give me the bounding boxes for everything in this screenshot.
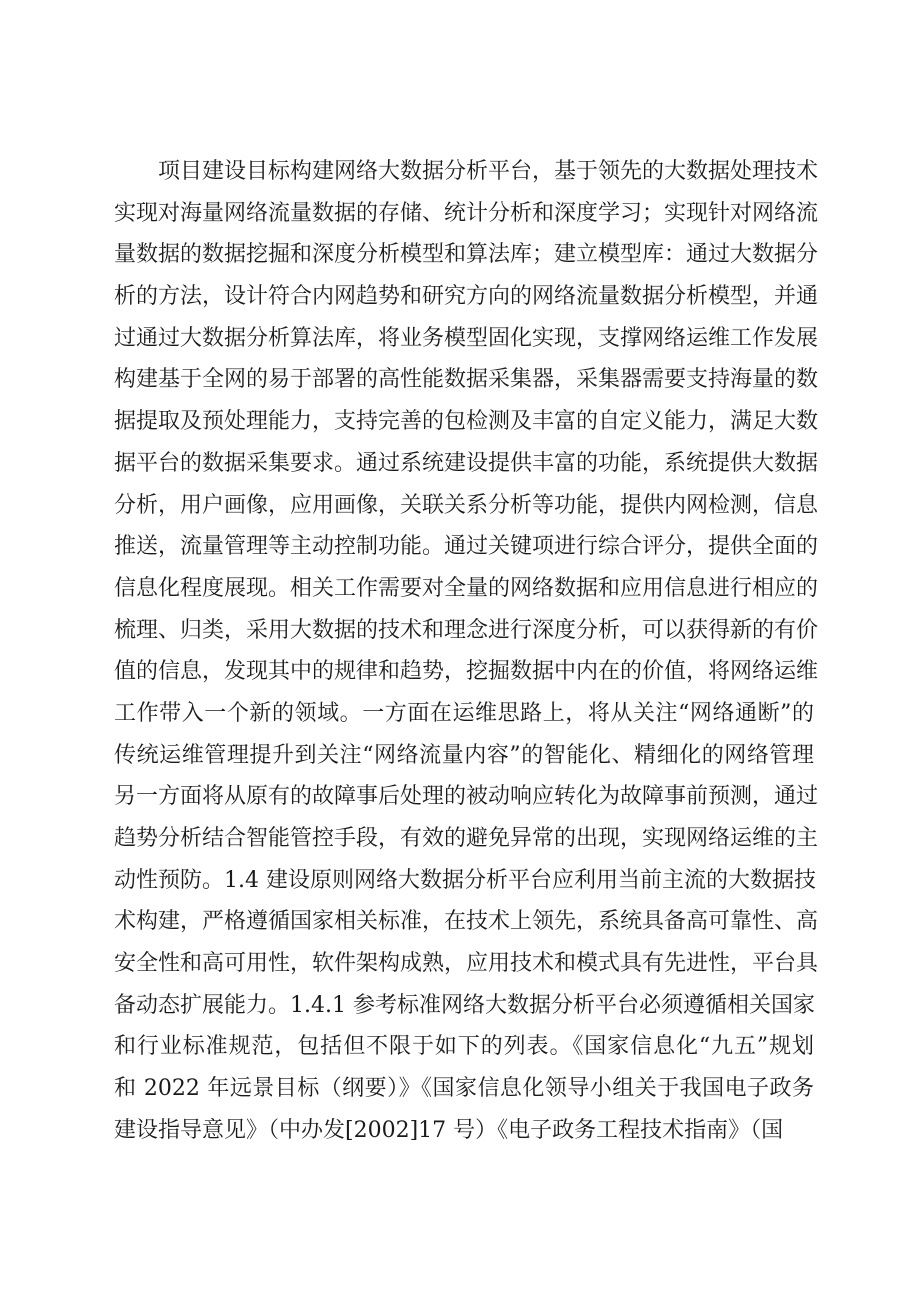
text-line: 构建基于全网的易于部署的高性能数据采集器，采集器需要支持海量的数 [114, 367, 819, 393]
text-line: 过通过大数据分析算法库，将业务模型固化实现，支撑网络运维工作发展 [114, 325, 819, 351]
text-line: 项目建设目标构建网络大数据分析平台，基于领先的大数据处理技术 [158, 159, 819, 184]
text-line: 另一方面将从原有的故障事后处理的被动响应转化为故障事前预测，通过 [114, 784, 819, 810]
text-line: 据提取及预处理能力，支持完善的包检测及丰富的自定义能力，满足大数 [114, 409, 819, 435]
text-line: 传统运维管理提升到关注“网络流量内容”的智能化、精细化的网络管理 [114, 742, 814, 768]
text-line: 量数据的数据挖掘和深度分析模型和算法库；建立模型库：通过大数据分 [114, 242, 819, 268]
text-line: 和行业标准规范，包括但不限于如下的列表。《国家信息化“九五”规划 [114, 1034, 814, 1060]
text-line: 信息化程度展现。相关工作需要对全量的网络数据和应用信息进行相应的 [114, 575, 819, 601]
text-line: 梳理、归类，采用大数据的技术和理念进行深度分析，可以获得新的有价 [114, 617, 819, 643]
text-line: 安全性和高可用性，软件架构成熟，应用技术和模式具有先进性，平台具 [114, 951, 819, 977]
text-line: 建设指导意见》（中办发[2002]17 号）《电子政务工程技术指南》（国 [114, 1117, 784, 1143]
text-line: 分析，用户画像，应用画像，关联关系分析等功能，提供内网检测，信息 [114, 492, 819, 518]
text-line: 备动态扩展能力。1.4.1 参考标准网络大数据分析平台必须遵循相关国家 [114, 992, 815, 1018]
text-line: 析的方法，设计符合内网趋势和研究方向的网络流量数据分析模型，并通 [114, 284, 819, 310]
text-line: 推送，流量管理等主动控制功能。通过关键项进行综合评分，提供全面的 [114, 534, 819, 560]
text-line: 工作带入一个新的领域。一方面在运维思路上，将从关注“网络通断”的 [114, 700, 814, 726]
text-line: 趋势分析结合智能管控手段，有效的避免异常的出现，实现网络运维的主 [114, 826, 819, 851]
text-line: 值的信息，发现其中的规律和趋势，挖掘数据中内在的价值，将网络运维 [114, 659, 819, 685]
text-line: 术构建，严格遵循国家相关标准，在技术上领先，系统具备高可靠性、高 [114, 909, 819, 935]
text-line: 动性预防。1.4 建设原则网络大数据分析平台应利用当前主流的大数据技 [114, 867, 816, 893]
text-line: 据平台的数据采集要求。通过系统建设提供丰富的功能，系统提供大数据 [114, 450, 819, 476]
text-line: 和 2022 年远景目标（纲要）》《国家信息化领导小组关于我国电子政务 [114, 1076, 814, 1102]
body-paragraph [114, 151, 819, 1152]
text-line: 实现对海量网络流量数据的存储、统计分析和深度学习；实现针对网络流 [114, 200, 819, 226]
